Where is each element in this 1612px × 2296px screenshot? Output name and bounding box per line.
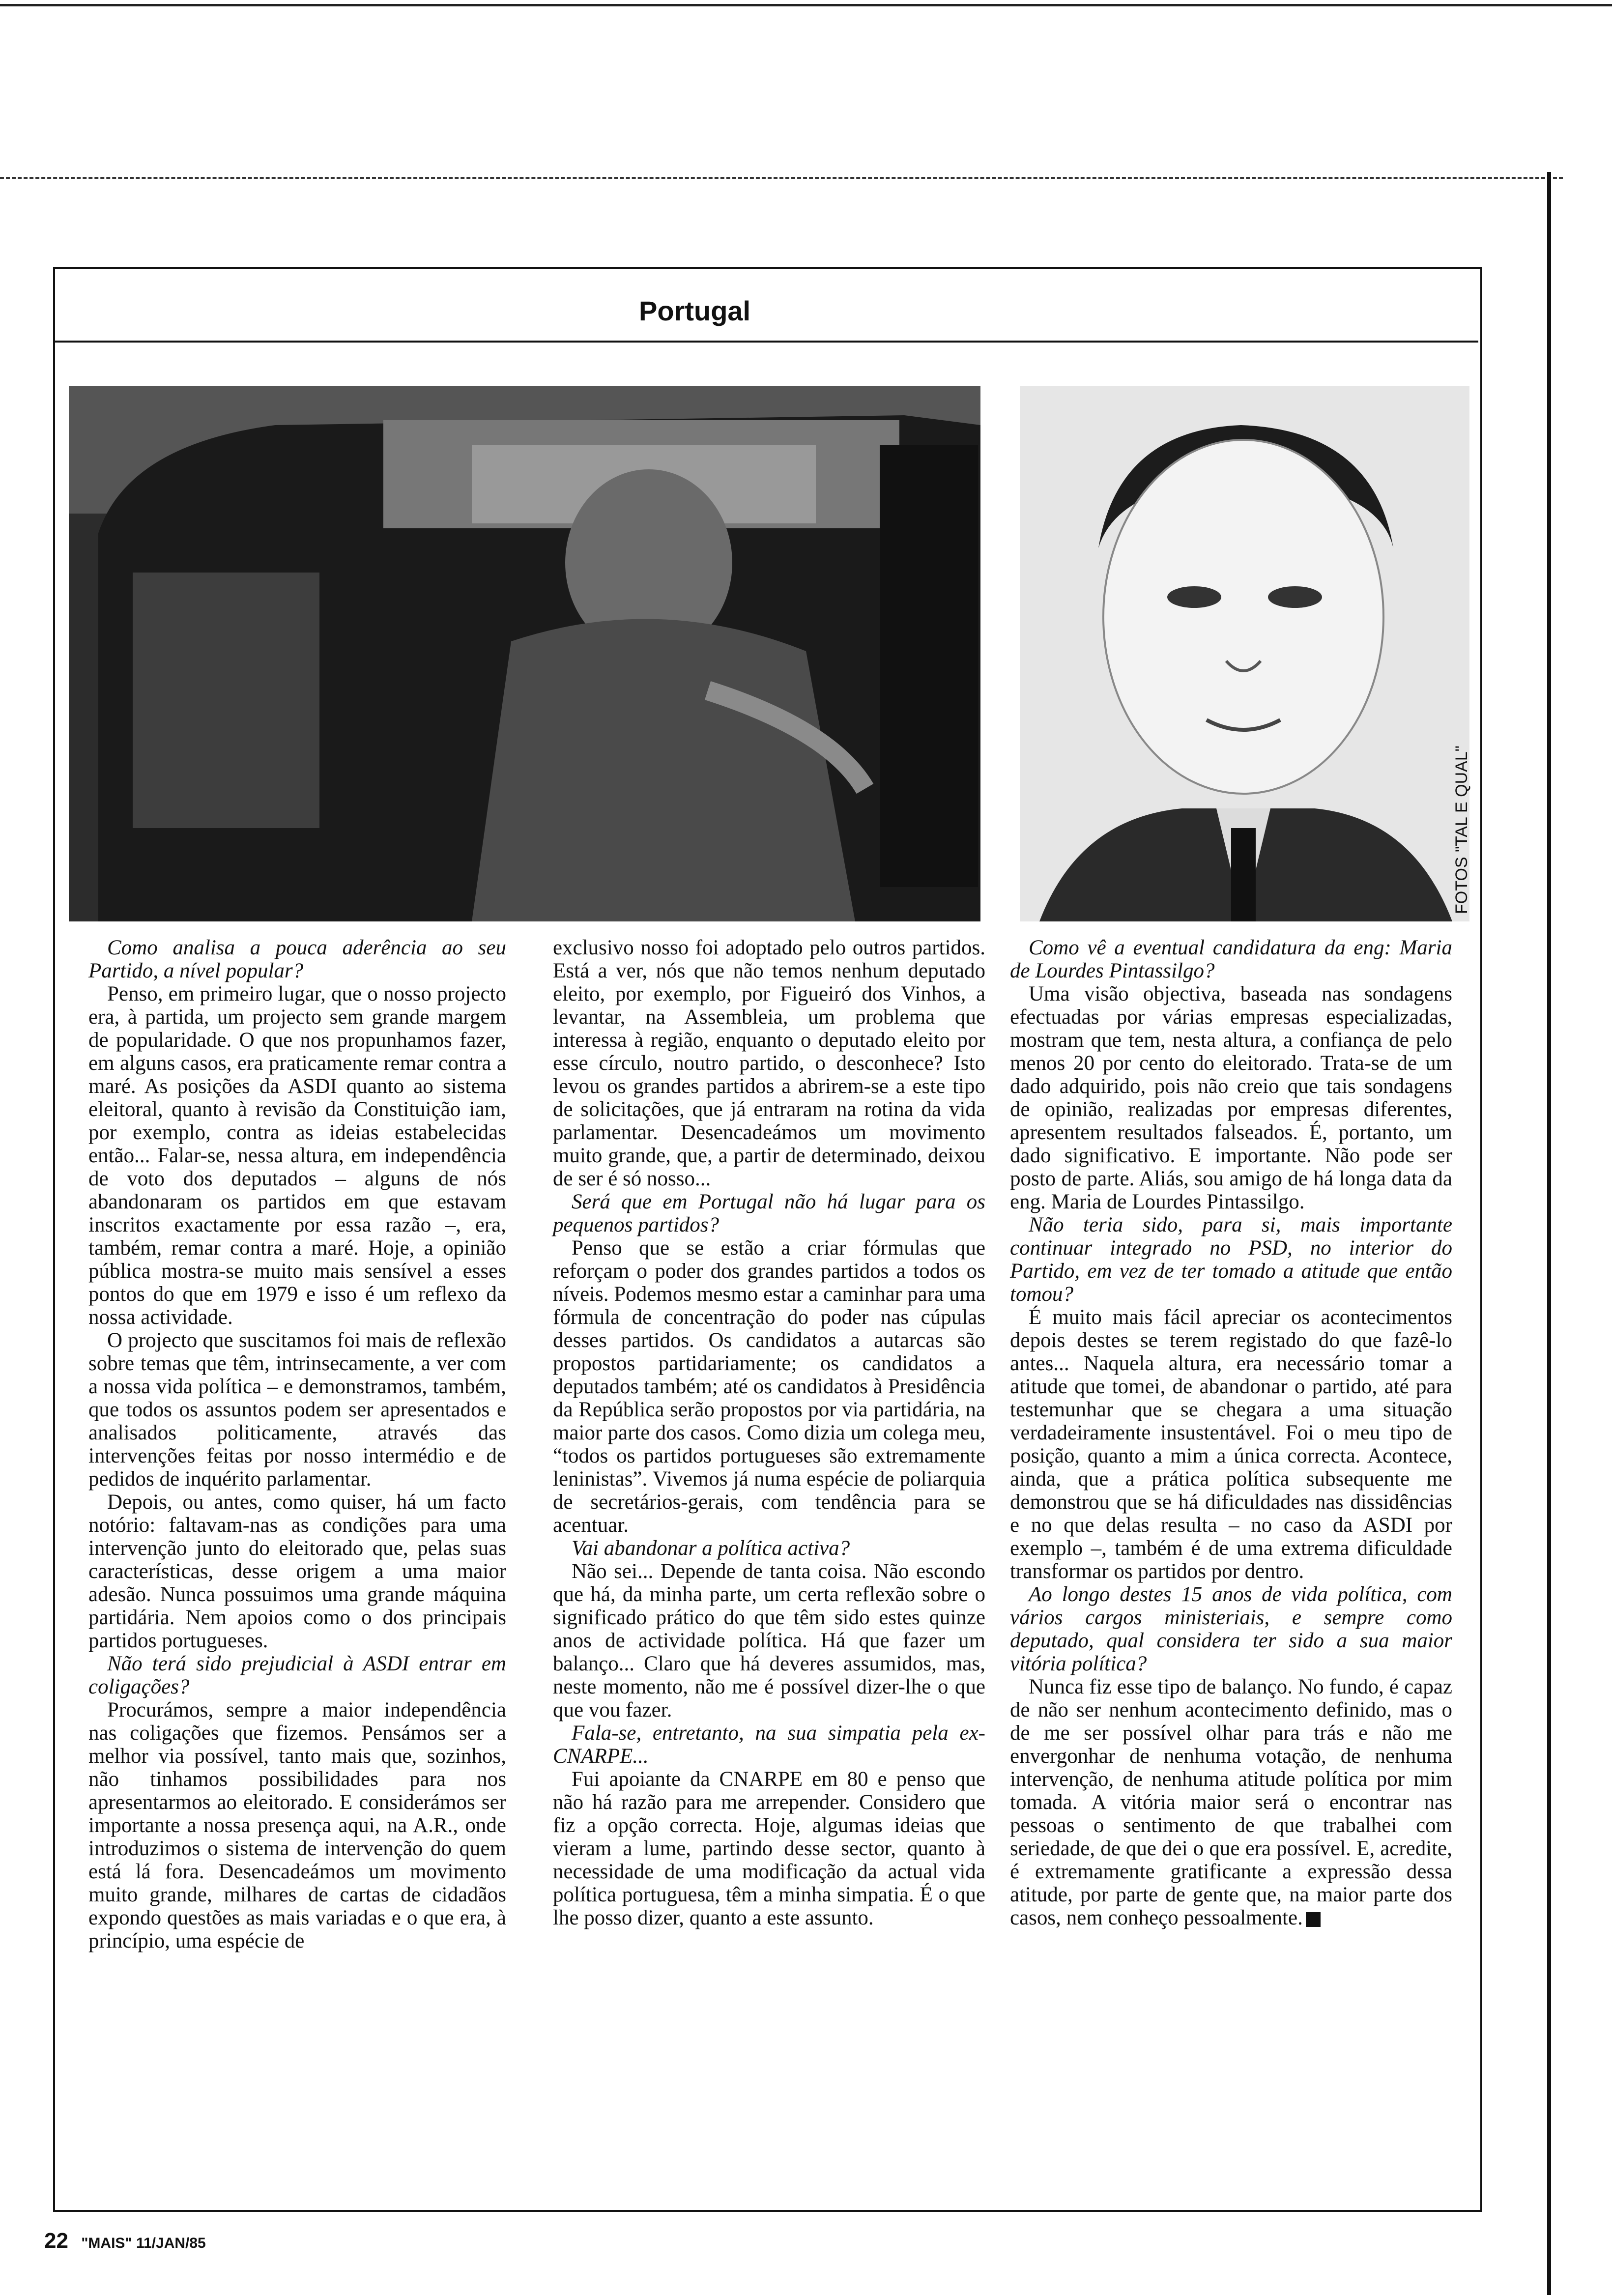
interview-question: Como analisa a pouca aderência ao seu Partido, a nível popular? [88, 936, 506, 982]
interview-answer [1010, 1675, 1452, 1929]
car-photo-illustration [69, 386, 980, 921]
issue-line: "MAIS" 11/JAN/85 [81, 2235, 206, 2251]
interview-question: Vai abandonar a política activa? [572, 1537, 850, 1560]
page-footer [44, 2229, 206, 2253]
article-column-2 [553, 936, 985, 1929]
article-column-3 [1010, 936, 1452, 1929]
interview-answer: É muito mais fácil apreciar os acontecimentos depois destes se terem registado do que fazê-lo antes... Naquela altura, era necessário tomar a atitude que tomei, de abandonar o partido, até para testemunhar que se chegara a uma situação verdadeiramente insustentável. Foi o meu tipo de posição, quanto a mim a única correcta. Acontece, ainda, que a prática política subsequente me demonstrou que se há dificuldades nas dissidências e no que delas resulta – no caso da ASDI por exemplo –, também é de uma extrema dificuldade transformar os partidos por dentro. [1010, 1306, 1452, 1583]
photo-portrait [1020, 386, 1469, 921]
interview-answer: Procurámos, sempre a maior independência nas coligações que fizemos. Pensámos ser a melhor via possível, tanto mais que, sozinhos, não tinhamos possibilidades para nos apresentarmos ao eleitorado. E considerámos ser importante a nossa presença aqui, na A.R., onde introduzimos o sistema de intervenção do quem está lá fora. Desencadeámos um movimento muito grande, milhares de cartas de cidadãos expondo questões as mais variadas e o que era, à princípio, uma espécie de [88, 1698, 506, 1952]
interview-question: Ao longo destes 15 anos de vida política, com vários cargos ministeriais, e sempre como deputado, qual considera ter sido a sua maior vitória política? [1010, 1583, 1452, 1675]
portrait-illustration [1020, 386, 1469, 921]
page-edge-rule [1547, 172, 1551, 2295]
top-rule [0, 4, 1612, 6]
interview-question: Como vê a eventual candidatura da eng: Maria de Lourdes Pintassilgo? [1010, 936, 1452, 982]
interview-question: Não teria sido, para si, mais importante continuar integrado no PSD, no interior do Partido, em vez de ter tomado a atitude que então tomou? [1010, 1213, 1452, 1306]
interview-question: Não terá sido prejudicial à ASDI entrar em coligações? [88, 1652, 506, 1698]
photo-politician-car [69, 386, 980, 921]
page-number: 22 [44, 2229, 68, 2253]
section-title: Portugal [639, 295, 751, 326]
interview-answer: Fui apoiante da CNARPE em 80 e penso que não há razão para me arrepender. Considero que fiz a opção correcta. Hoje, algumas ideias que vieram a lume, partindo desse sector, quanto à necessidade de uma modificação da actual vida política portuguesa, têm a minha simpatia. É o que lhe posso dizer, quanto a este assunto. [553, 1768, 985, 1929]
answer-text: Nunca fiz esse tipo de balanço. No fundo, é capaz de não ser nenhum acontecimento definido, mas o de me ser possível olhar para trás e não me envergonhar de nenhuma votação, de nenhuma intervenção, de nenhuma atitude política por mim tomada. A vitória maior será o encontrar nas pessoas o sentimento de que trabalhei com seriedade, de que dei o que era possível. E, acredite, é extremamente gratificante a expressão dessa atitude, por parte de gente que, na maior parte dos casos, nem conheço pessoalmente. [1010, 1675, 1452, 1929]
page-divider [0, 177, 1563, 181]
interview-question: Fala-se, entretanto, na sua simpatia pela ex-CNARPE... [553, 1722, 985, 1768]
interview-answer: O projecto que suscitamos foi mais de reflexão sobre temas que têm, intrinsecamente, a ver com a nossa vida política – e demonstramos, também, que todos os assuntos podem ser apresentados e analisados politicamente, através das intervenções feitas por nosso intermédio e de pedidos de inquérito parlamentar. [88, 1329, 506, 1491]
interview-answer: Penso que se estão a criar fórmulas que reforçam o poder dos grandes partidos a todos os níveis. Podemos mesmo estar a caminhar para uma fórmula de concentração do poder nas cúpulas desses partidos. Os candidatos a autarcas são propostos partidariamente; os candidatos a deputados também; até os candidatos à Presidência da República serão propostos por via partidária, na maior parte dos casos. Como dizia um colega meu, “todos os partidos portugueses são extremamente leninistas”. Vivemos já numa espécie de poliarquia de secretários-gerais, com tendência para se acentuar. [553, 1236, 985, 1537]
article-column-1 [88, 936, 506, 1952]
interview-answer: exclusivo nosso foi adoptado pelo outros partidos. Está a ver, nós que não temos nenhum deputado eleito, por exemplo, por Figueiró dos Vinhos, a levantar, na Assembleia, um problema que interessa à região, enquanto o deputado eleito por esse círculo, noutro partido, o desconhece? Isto levou os grandes partidos a abrirem-se a este tipo de solicitações, que já entraram na rotina da vida parlamentar. Desencadeámos um movimento muito grande, que, a partir de determinado, deixou de ser é só nosso... [553, 936, 985, 1190]
section-header [53, 267, 1478, 343]
interview-answer: Uma visão objectiva, baseada nas sondagens efectuadas por várias empresas especializadas, mostram que tem, nesta altura, a confiança de pelo menos 20 por cento do eleitorado. Trata-se de um dado adquirido, pois não creio que tais sondagens de opinião, realizadas por empresas diferentes, apresentem resultados falseados. É, portanto, um dado significativo. E importante. Não pode ser posto de parte. Aliás, sou amigo de há longa data da eng. Maria de Lourdes Pintassilgo. [1010, 982, 1452, 1213]
interview-answer: Depois, ou antes, como quiser, há um facto notório: faltavam-nas as condições para uma intervenção junto do eleitorado que, pelas suas características, desse origem a uma maior adesão. Nunca possuimos uma grande máquina partidária. Nem apoios como o dos principais partidos portugueses. [88, 1491, 506, 1652]
interview-question: Será que em Portugal não há lugar para os pequenos partidos? [553, 1190, 985, 1236]
interview-answer: Não sei... Depende de tanta coisa. Não escondo que há, da minha parte, um certa reflexão sobre o significado prático do que têm sido estes quinze anos de actividade política. Há que fazer um balanço... Claro que há deveres assumidos, mas, neste momento, não me é possível dizer-lhe o que que vou fazer. [553, 1560, 985, 1722]
end-mark-icon [1306, 1912, 1321, 1927]
interview-answer: Penso, em primeiro lugar, que o nosso projecto era, à partida, um projecto sem grande margem de popularidade. O que nos propunhamos fazer, em alguns casos, era praticamente remar contra a maré. As posições da ASDI quanto ao sistema eleitoral, quanto à revisão da Constituição iam, por exemplo, contra as ideias estabelecidas então... Falar-se, nessa altura, em independência de voto dos deputados – alguns de nós abandonaram os partidos em que estavam inscritos exactamente por essa razão –, era, também, remar contra a maré. Hoje, a opinião pública mostra-se muito mais sensível a esses pontos do que em 1979 e isso é um reflexo da nossa actividade. [88, 982, 506, 1329]
photo-credit: FOTOS "TAL E QUAL" [1452, 746, 1471, 914]
